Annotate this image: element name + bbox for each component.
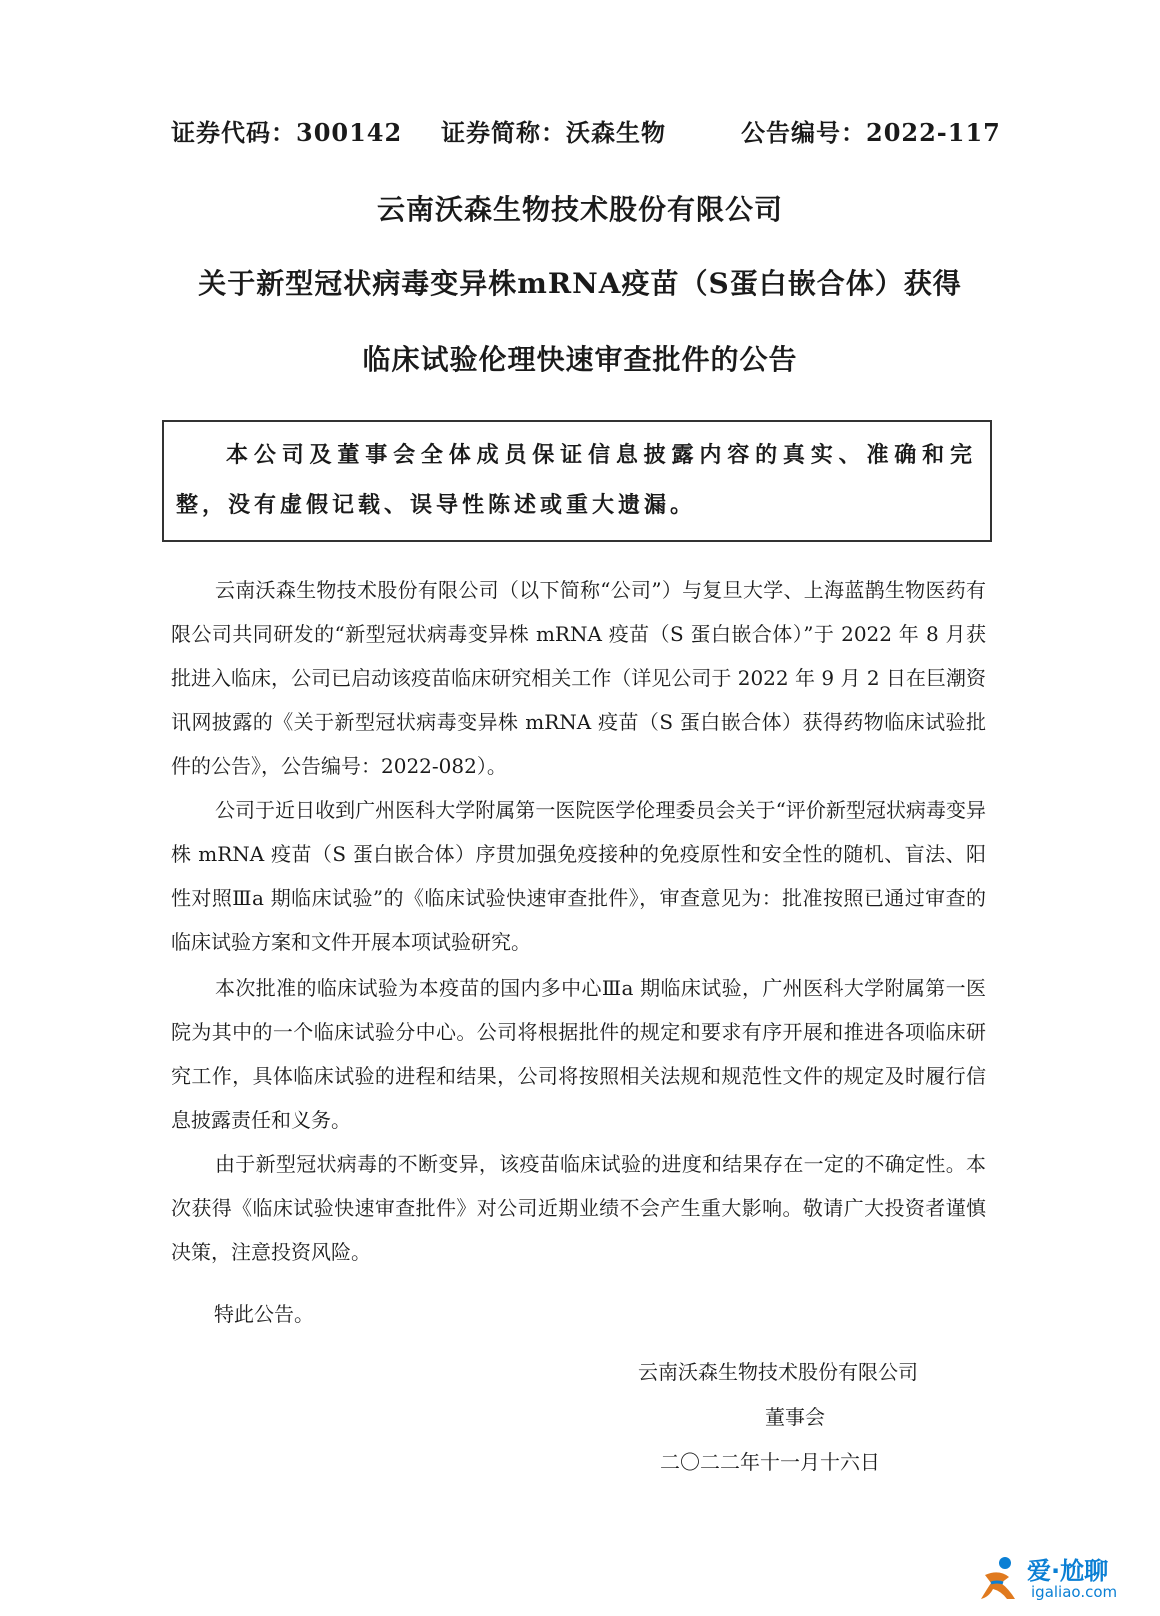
stock-code: 证券代码：300142 [171,118,403,147]
site-watermark [975,1551,1150,1606]
company-title: 云南沃森生物技术股份有限公司 [376,193,783,226]
paragraph-1: 云南沃森生物技术股份有限公司（以下简称“公司”）与复旦大学、上海蓝鹊生物医药有限公司共同研发的“新型冠状病毒变异株 mRNA 疫苗（S 蛋白嵌合体）”于 2022 年 8 月获批进入临床，公司已启动该疫苗临床研究相关工作（详见公司于 2022 年 9 月 2 日在巨潮资讯网披露的《关于新型冠状病毒变异株 mRNA 疫苗（S 蛋白嵌合体）获得药物临床试验批件的公告》，公告编号：2022-082）。 [171,578,986,778]
signature-company: 云南沃森生物技术股份有限公司 [638,1360,918,1384]
signature-date: 二〇二二年十一月十六日 [660,1450,880,1474]
watermark-title: 爱·尬聊 [1027,1557,1109,1585]
stock-short-name: 证券简称：沃森生物 [441,118,666,147]
paragraph-3: 本次批准的临床试验为本疫苗的国内多中心Ⅲa 期临床试验，广州医科大学附属第一医院为其中的一个临床试验分中心。公司将根据批件的规定和要求有序开展和推进各项临床研究工作，具体临床试验的进程和结果，公司将按照相关法规和规范性文件的规定及时履行信息披露责任和义务。 [171,976,986,1132]
announcement-title-line1: 关于新型冠状病毒变异株mRNA疫苗（S蛋白嵌合体）获得 [198,267,962,300]
paragraph-4: 由于新型冠状病毒的不断变异，该疫苗临床试验的进度和结果存在一定的不确定性。本次获得《临床试验快速审查批件》对公司近期业绩不会产生重大影响。敬请广大投资者谨慎决策，注意投资风险。 [171,1152,986,1264]
announcement-title-line2: 临床试验伦理快速审查批件的公告 [362,343,798,376]
signature-board: 董事会 [765,1405,825,1429]
closing-text: 特此公告。 [214,1302,314,1326]
paragraph-2: 公司于近日收到广州医科大学附属第一医院医学伦理委员会关于“评价新型冠状病毒变异株 mRNA 疫苗（S 蛋白嵌合体）序贯加强免疫接种的免疫原性和安全性的随机、盲法、阳性对照Ⅲa 期临床试验”的《临床试验快速审查批件》，审查意见为：批准按照已通过审查的临床试验方案和文件开展本项试验研究。 [171,798,986,954]
guarantee-notice-box [162,420,992,542]
watermark-url: igaliao.com [1031,1583,1118,1601]
watermark-logo-icon [975,1553,1025,1603]
guarantee-notice-text: 本公司及董事会全体成员保证信息披露内容的真实、准确和完整，没有虚假记载、误导性陈述或重大遗漏。 [176,442,976,518]
notice-number: 公告编号：2022-117 [741,118,1001,147]
